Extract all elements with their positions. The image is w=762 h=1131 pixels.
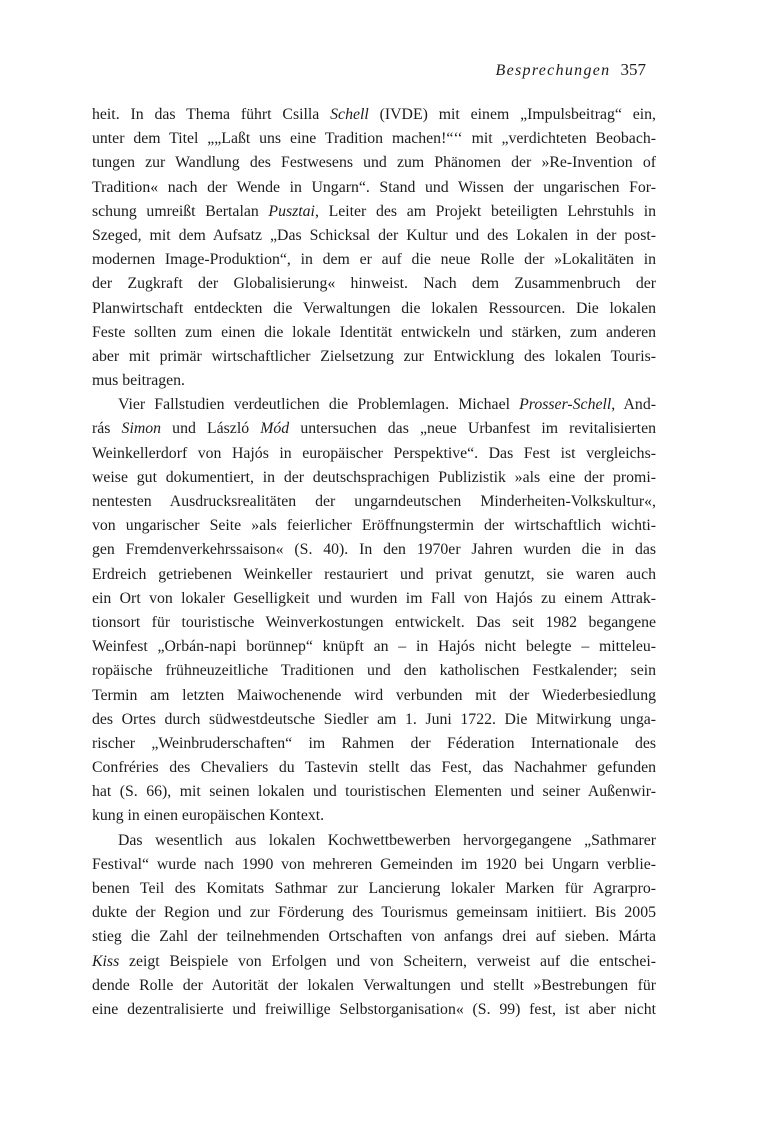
text-line: Tradition« nach der Wende in Ungarn“. Stand und Wissen der ungarischen For- — [92, 178, 656, 196]
text-line: Kiss zeigt Beispiele von Erfolgen und von Scheitern, verweist auf die entschei- — [92, 952, 656, 970]
text-line: Termin am letzten Maiwochenende wird verbunden mit der Wiederbesiedlung — [92, 686, 656, 704]
text-line: Vier Fallstudien verdeutlichen die Problemlagen. Michael Prosser-Schell, And- — [118, 396, 656, 414]
text-line: tionsort für touristische Weinverkostungen entwickelt. Das seit 1982 begangene — [92, 613, 656, 631]
text-line: Festival“ wurde nach 1990 von mehreren Gemeinden im 1920 bei Ungarn verblie- — [92, 855, 656, 873]
text-line: von ungarischer Seite »als feierlicher Eröffnungstermin der wirtschaftlich wichti- — [92, 517, 656, 535]
text-line: benen Teil des Komitats Sathmar zur Lancierung lokaler Marken für Agrarpro- — [92, 880, 656, 897]
text-line: Weinkellerdorf von Hajós in europäischer Perspektive“. Das Fest ist vergleichs- — [92, 444, 656, 462]
text-line: der Zugkraft der Globalisierung« hinweist. Nach dem Zusammenbruch der — [92, 275, 656, 293]
text-line: eine dezentralisierte und freiwillige Selbstorganisation« (S. 99) fest, ist aber nicht — [92, 1000, 656, 1018]
text-line: des Ortes durch südwestdeutsche Siedler am 1. Juni 1722. Die Mitwirkung unga- — [92, 710, 656, 728]
text-line: nentesten Ausdrucksrealitäten der ungarndeutschen Minderheiten-Volkskultur«, — [92, 493, 656, 510]
text-line: kung in einen europäischen Kontext. — [92, 807, 325, 825]
text-line: dende Rolle der Autorität der lokalen Verwaltungen und stellt »Bestrebungen für — [92, 976, 656, 994]
text-line: Weinfest „Orbán-napi borünnep“ knüpft an – in Hajós nicht belegte – mitteleu- — [92, 638, 656, 656]
text-line: rás Simon und László Mód untersuchen das „neue Urbanfest im revitalisierten — [92, 420, 656, 438]
text-line: gen Fremdenverkehrssaison« (S. 40). In den 1970er Jahren wurden die in das — [92, 541, 656, 559]
text-line: rischer „Weinbruderschaften“ im Rahmen der Féderation Internationale des — [92, 734, 656, 752]
running-title: Besprechungen — [495, 62, 611, 79]
text-line: aber mit primär wirtschaftlicher Zielsetzung zur Entwicklung des lokalen Touris- — [92, 347, 656, 365]
text-line: weise gut dokumentiert, in der deutschsprachigen Publizistik »als eine der promi- — [92, 468, 656, 486]
text-line: dukte der Region und zur Förderung des Tourismus gemeinsam initiiert. Bis 2005 — [92, 904, 656, 922]
text-line: stieg die Zahl der teilnehmenden Ortschaften von anfangs drei auf sieben. Márta — [92, 928, 656, 946]
text-line: heit. In das Thema führt Csilla Schell (IVDE) mit einem „Impulsbeitrag“ ein, — [92, 106, 656, 123]
text-line: schung umreißt Bertalan Pusztai, Leiter des am Projekt beteiligten Lehrstuhls in — [92, 202, 656, 220]
text-line: Feste sollten zum einen die lokale Identität entwickeln und stärken, zum anderen — [92, 323, 656, 341]
text-line: mus beitragen. — [92, 372, 185, 390]
text-line: tungen zur Wandlung des Festwesens und zum Phänomen der »Re-Invention of — [92, 154, 656, 172]
text-line: Planwirtschaft entdeckten die Verwaltungen die lokalen Ressourcen. Die lokalen — [92, 299, 656, 317]
text-line: unter dem Titel „„Laßt uns eine Tradition machen!“‘‘ mit „verdichteten Beobach- — [92, 130, 656, 148]
text-line: ropäische frühneuzeitliche Traditionen und den katholischen Festkalender; sein — [92, 662, 656, 680]
text-line: ein Ort von lokaler Geselligkeit und wurden im Fall von Hajós zu einem Attrak- — [92, 589, 656, 607]
running-header — [496, 60, 646, 80]
text-line: Confréries des Chevaliers du Tastevin stellt das Fest, das Nachahmer gefunden — [92, 759, 656, 777]
text-line: hat (S. 66), mit seinen lokalen und touristischen Elementen und seiner Außenwir- — [92, 783, 656, 801]
text-line: Erdreich getriebenen Weinkeller restauriert und privat genutzt, sie waren auch — [92, 565, 656, 583]
text-line: Das wesentlich aus lokalen Kochwettbewerben hervorgegangene „Sathmarer — [118, 831, 656, 849]
body-text — [92, 103, 656, 1022]
text-line: Szeged, mit dem Aufsatz „Das Schicksal der Kultur und des Lokalen in der post- — [92, 226, 656, 244]
page-number: 357 — [620, 60, 646, 79]
text-line: modernen Image-Produktion“, in dem er auf die neue Rolle der »Lokalitäten in — [92, 251, 656, 269]
